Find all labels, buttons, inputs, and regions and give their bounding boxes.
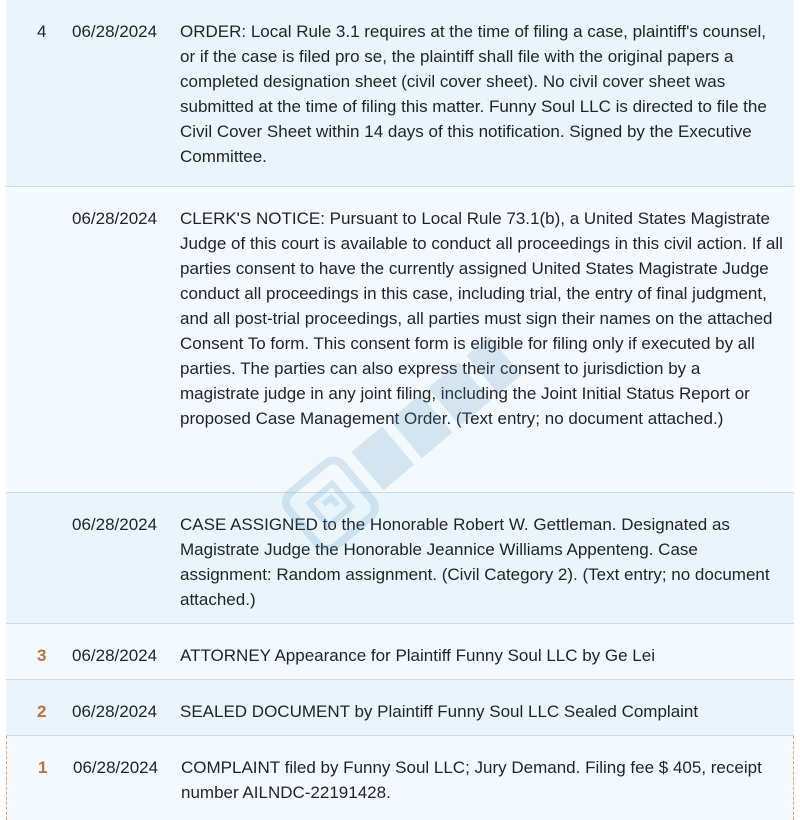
docket-table: [6, 0, 794, 820]
docket-row: [6, 187, 794, 493]
entry-number: 4: [37, 22, 47, 41]
entry-date: 06/28/2024: [73, 758, 159, 777]
entry-text: ATTORNEY Appearance for Plaintiff Funny Soul LLC by Ge Lei: [180, 646, 655, 665]
entry-text: CASE ASSIGNED to the Honorable Robert W. Gettleman. Designated as Magistrate Judge the Honorable Jeannice Williams Appenteng. Case assignment: Random assignment. (Civil Category 2). (Text entry; no document attached.): [180, 515, 770, 609]
entry-text: SEALED DOCUMENT by Plaintiff Funny Soul LLC Sealed Complaint: [180, 702, 699, 721]
entry-number-link[interactable]: 2: [37, 702, 47, 721]
entry-text: CLERK'S NOTICE: Pursuant to Local Rule 73.1(b), a United States Magistrate Judge of this court is available to conduct all proceedings in this civil action. If all parties consent to have the currently assigned United States Magistrate Judge conduct all proceedings in this case, including trial, the entry of final judgment, and all post-trial proceedings, all parties must sign their names on the attached Consent To form. This consent form is eligible for filing only if executed by all parties. The parties can also express their consent to jurisdiction by a magistrate judge in any joint filing, including the Joint Initial Status Report or proposed Case Management Order. (Text entry; no document attached.): [180, 209, 783, 428]
docket-row: [6, 680, 794, 736]
docket-row: [6, 736, 794, 820]
entry-text: ORDER: Local Rule 3.1 requires at the time of filing a case, plaintiff's counsel, or if the case is filed pro se, the plaintiff shall file with the original papers a completed designation sheet (civil cover sheet). No civil cover sheet was submitted at the time of filing this matter. Funny Soul LLC is directed to file the Civil Cover Sheet within 14 days of this notification. Signed by the Executive Committee.: [180, 22, 767, 166]
entry-date: 06/28/2024: [72, 209, 158, 228]
entry-number-link[interactable]: 1: [38, 758, 48, 777]
entry-date: 06/28/2024: [72, 702, 158, 721]
docket-row: [6, 624, 794, 680]
entry-number-link[interactable]: 3: [37, 646, 47, 665]
entry-date: 06/28/2024: [72, 515, 158, 534]
entry-date: 06/28/2024: [72, 646, 158, 665]
docket-row: [6, 493, 794, 624]
docket-row: [6, 0, 794, 187]
entry-text: COMPLAINT filed by Funny Soul LLC; Jury Demand. Filing fee $ 405, receipt number AILNDC-22191428.: [181, 758, 762, 802]
entry-date: 06/28/2024: [72, 22, 158, 41]
